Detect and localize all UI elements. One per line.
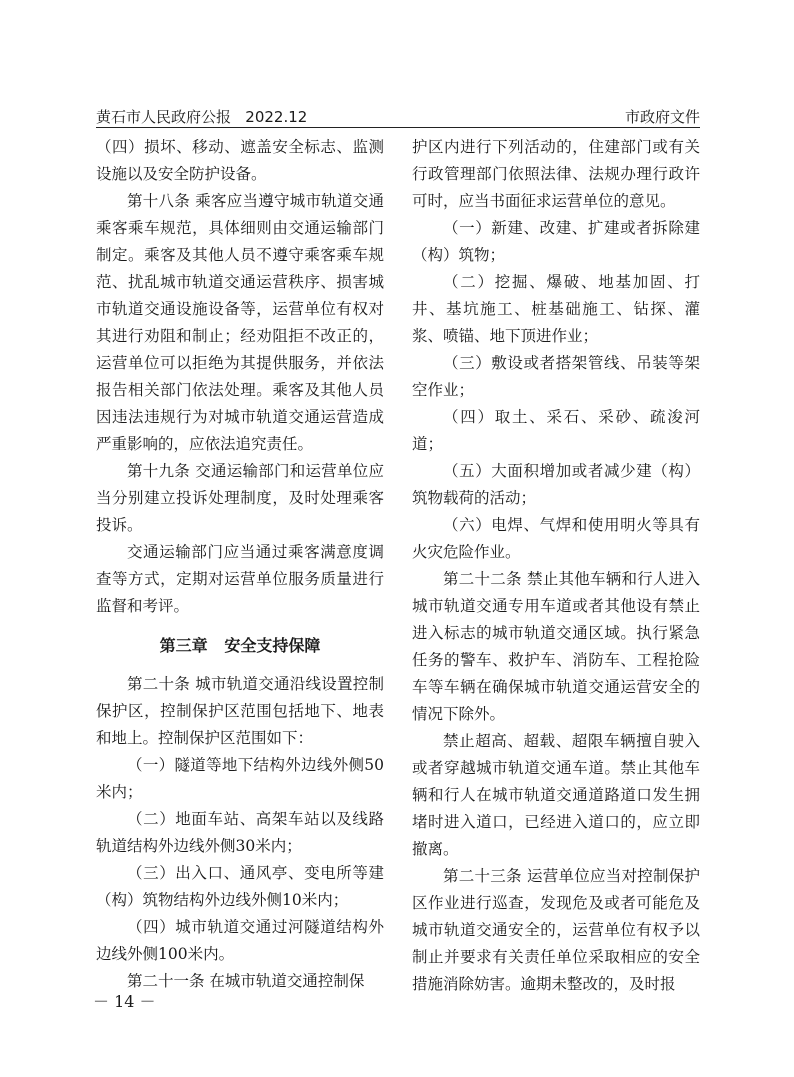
paragraph: 禁止超高、超载、超限车辆擅自驶入或者穿越城市轨道交通车道。禁止其他车辆和行人在城市轨道交通道路道口发生拥堵时进入道口，已经进入道口的，应立即撤离。	[412, 732, 700, 858]
section-label: 市政府文件	[624, 108, 700, 126]
paragraph: 第二十二条 禁止其他车辆和行人进入城市轨道交通专用车道或者其他设有禁止进入标志的城市轨道交通区域。执行紧急任务的警车、救护车、消防车、工程抢险车等车辆在确保城市轨道交通运营安全的情况下除外。	[412, 570, 700, 723]
paragraph: （四）城市轨道交通过河隧道结构外边线外侧100米内。	[96, 918, 384, 963]
paragraph: （二）挖掘、爆破、地基加固、打井、基坑施工、桩基础施工、钻探、灌浆、喷锚、地下顶进作业；	[412, 273, 700, 345]
paragraph: 第二十三条 运营单位应当对控制保护区作业进行巡查，发现危及或者可能危及城市轨道交通安全的，运营单位有权予以制止并要求有关责任单位采取相应的安全措施消除妨害。逾期未整改的，及时报	[412, 867, 700, 993]
paragraph: （一）隧道等地下结构外边线外侧50米内；	[96, 756, 384, 801]
paragraph: （四）损坏、移动、遮盖安全标志、监测设施以及安全防护设备。	[96, 138, 384, 183]
left-column	[96, 134, 384, 995]
paragraph: 第二十一条 在城市轨道交通控制保	[127, 972, 365, 990]
paragraph: 第二十条 城市轨道交通沿线设置控制保护区，控制保护区范围包括地下、地表和地上。控制保护区范围如下：	[96, 675, 384, 747]
paragraph: （三）出入口、通风亭、变电所等建（构）筑物结构外边线外侧10米内；	[96, 864, 384, 909]
page-number: － 14 －	[93, 992, 156, 1011]
header-divider	[96, 127, 700, 128]
chapter-heading: 第三章 安全支持保障	[159, 636, 321, 655]
paragraph: （三）敷设或者搭架管线、吊装等架空作业；	[412, 354, 700, 399]
right-column	[412, 134, 700, 998]
paragraph: （四）取土、采石、采砂、疏浚河道；	[412, 408, 700, 453]
paragraph: （五）大面积增加或者减少建（构）筑物载荷的活动；	[412, 462, 700, 507]
paragraph: 交通运输部门应当通过乘客满意度调查等方式，定期对运营单位服务质量进行监督和考评。	[96, 543, 384, 615]
paragraph: 第十九条 交通运输部门和运营单位应当分别建立投诉处理制度，及时处理乘客投诉。	[96, 462, 384, 534]
paragraph: （二）地面车站、高架车站以及线路轨道结构外边线外侧30米内；	[96, 810, 384, 855]
paragraph: （六）电焊、气焊和使用明火等具有火灾危险作业。	[412, 516, 700, 561]
page-header	[96, 104, 700, 128]
publication-title: 黄石市人民政府公报 2022.12	[96, 108, 308, 126]
paragraph: 护区内进行下列活动的，住建部门或有关行政管理部门依照法律、法规办理行政许可时，应当书面征求运营单位的意见。	[412, 138, 700, 210]
paragraph: （一）新建、改建、扩建或者拆除建（构）筑物；	[412, 219, 700, 264]
paragraph: 第十八条 乘客应当遵守城市轨道交通乘客乘车规范，具体细则由交通运输部门制定。乘客及其他人员不遵守乘客乘车规范、扰乱城市轨道交通运营秩序、损害城市轨道交通设施设备等，运营单位有权对其进行劝阻和制止；经劝阻拒不改正的，运营单位可以拒绝为其提供服务，并依法报告相关部门依法处理。乘客及其他人员因违法违规行为对城市轨道交通运营造成严重影响的，应依法追究责任。	[96, 192, 384, 453]
